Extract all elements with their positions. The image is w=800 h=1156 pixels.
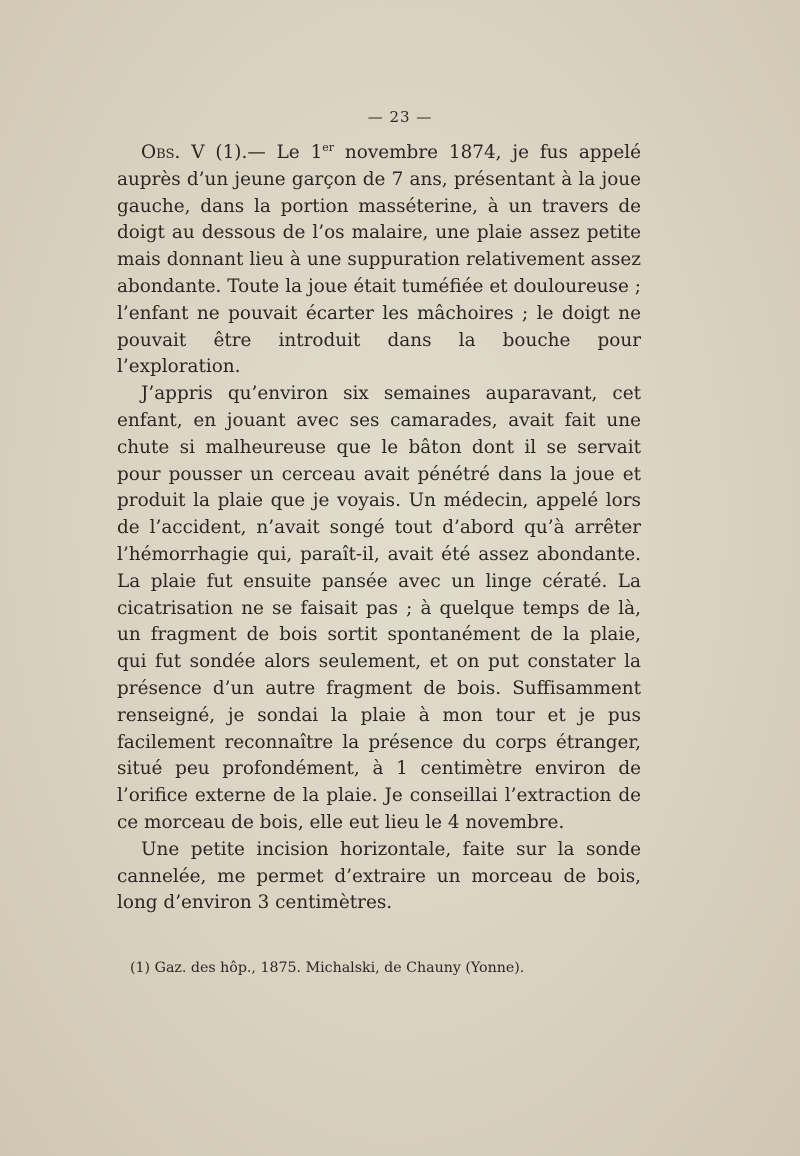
paragraph-1-text: novembre 1874, je fus appelé auprès d’un jeune garçon de 7 ans, présentant à la joue gauche, dans la portion masséterine, à un travers de doigt au dessous de l’os malaire, une plaie assez petite mais donnant lieu à une suppuration relativement assez abondante. Toute la joue était tuméfiée et douloureuse ; l’enfant ne pouvait écarter les mâchoires ; le doigt ne pouvait être introduit dans la bouche pour l’exploration. <box>117 142 641 378</box>
ordinal-superscript: er <box>322 140 335 154</box>
paragraph-2: J’appris qu’environ six semaines auparavant, cet enfant, en jouant avec ses camarades, avait fait une chute si malheureuse que le bâton dont il se servait pour pousser un cerceau avait pénétré dans la joue et produit la plaie que je voyais. Un médecin, appelé lors de l’accident, n’avait songé tout d’abord qu’à arrêter l’hémorrhagie qui, paraît-il, avait été assez abondante. La plaie fut ensuite pansée avec un linge cératé. La cicatrisation ne se faisait pas ; à quelque temps de là, un fragment de bois sortit spontanément de la plaie, qui fut sondée alors seulement, et on put constater la présence d’un autre fragment de bois. Suffisamment renseigné, je sondai la plaie à mon tour et je pus facilement reconnaître la présence du corps étranger, situé peu profondément, à 1 centimètre environ de l’orifice externe de la plaie. Je conseillai l’extraction de ce morceau de bois, elle eut lieu le 4 novembre. <box>117 383 641 833</box>
page-number: — 23 — <box>367 108 433 126</box>
paragraph-3: Une petite incision horizontale, faite sur la sonde cannelée, me permet d’extraire un morceau de bois, long d’environ 3 centimètres. <box>117 838 641 914</box>
observation-number: V (1). <box>191 142 248 163</box>
ordinal-text: 1 <box>310 142 323 163</box>
paragraph-observation-5 <box>117 140 641 381</box>
body-text <box>117 140 641 917</box>
footnote: (1) Gaz. des hôp., 1875. Michalski, de Chauny (Yonne). <box>130 960 525 976</box>
observation-label: Obs. <box>141 142 181 163</box>
dash-text: — Le <box>247 142 311 163</box>
